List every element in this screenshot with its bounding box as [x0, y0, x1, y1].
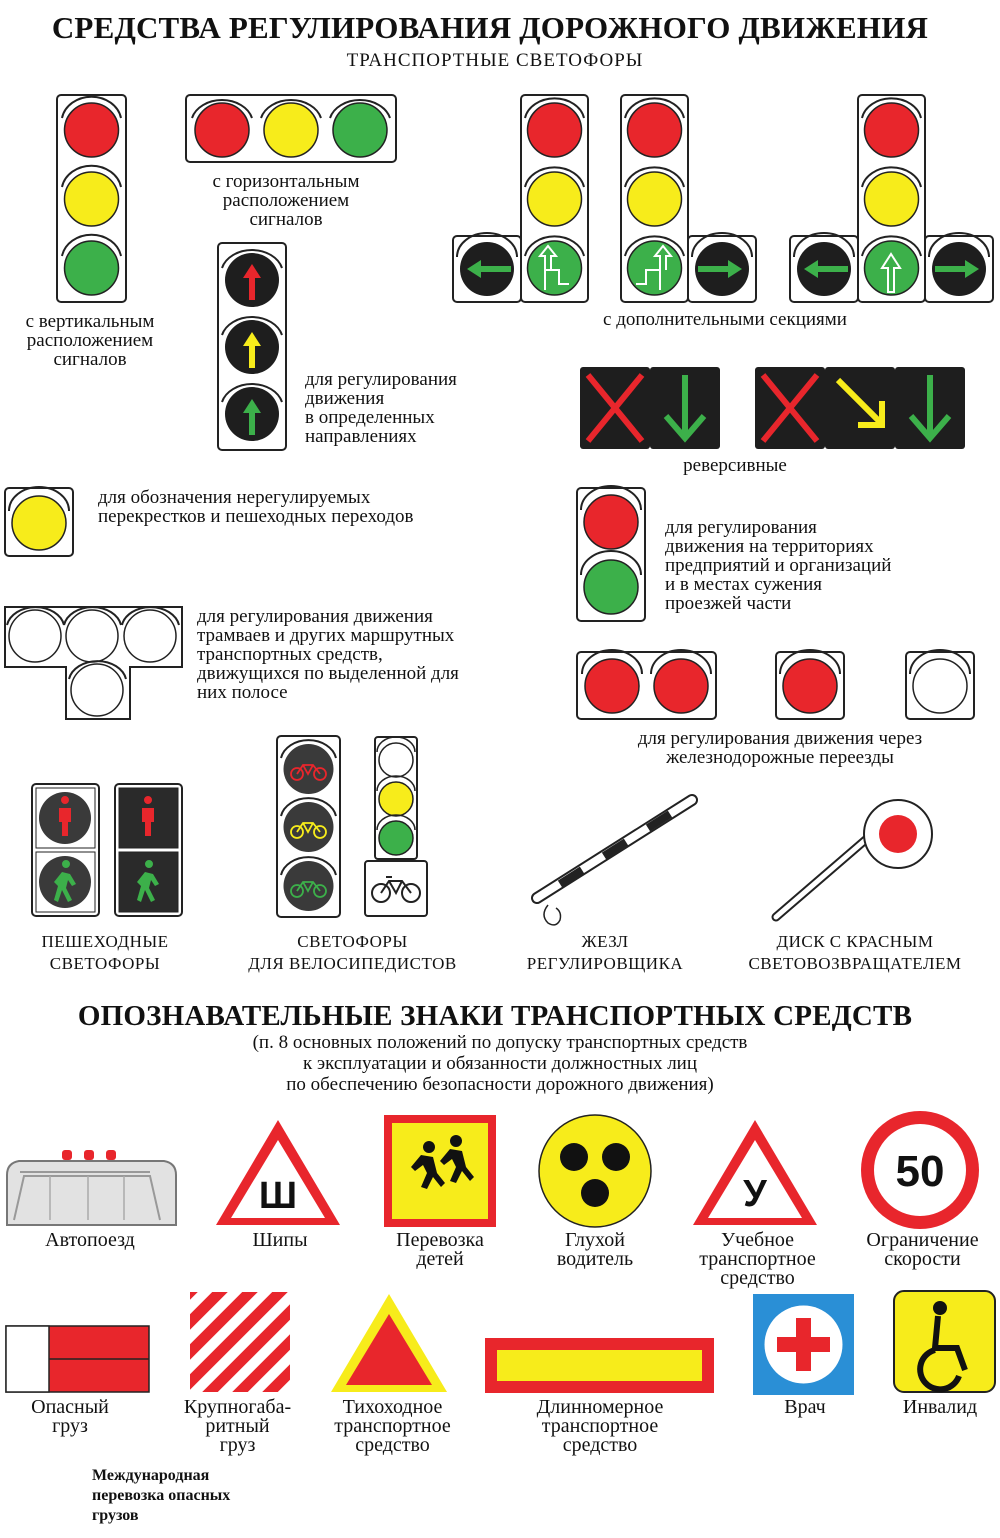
- traffic-light-additional-3: [790, 95, 993, 302]
- note-international: Международная перевозка опасных грузов: [92, 1467, 231, 1524]
- baton: [537, 800, 692, 925]
- truck-icon: [7, 1161, 176, 1225]
- studs-letter: Ш: [258, 1175, 298, 1217]
- learner-letter: У: [743, 1173, 767, 1215]
- sign-oversize: [170, 1272, 310, 1412]
- bicycle-light-small: [365, 737, 427, 916]
- sign-caption-speed: Ограничение скорости: [866, 1229, 979, 1270]
- section2-subtitle: (п. 8 основных положений по допуску транспортных средств к эксплуатации и обязанности должностных лиц по обеспечению безопасности дорожного движения): [252, 1032, 748, 1095]
- sign-speed-limit: [861, 1111, 979, 1229]
- sign-caption-doctor: Врач: [784, 1396, 826, 1418]
- caption-horizontal: с горизонтальным расположением сигналов: [212, 171, 360, 230]
- pedestrian-light-1: [32, 784, 99, 916]
- sign-dangerous-cargo: [6, 1326, 149, 1392]
- caption-enterprise: для регулирования движения на территориях предприятий и организаций и в местах сужения проезжей части: [665, 517, 892, 614]
- caption-reversible: реверсивные: [683, 455, 787, 476]
- sign-caption-dangerous: Опасный груз: [31, 1396, 109, 1437]
- caption-disc: ДИСК С КРАСНЫМ СВЕТОВОЗВРАЩАТЕЛЕМ: [748, 932, 962, 973]
- traffic-light-single-yellow: [5, 487, 73, 556]
- caption-directional: для регулирования движения в определенных направлениях: [305, 369, 457, 447]
- traffic-light-additional-1: [453, 95, 588, 302]
- caption-railway: для регулирования движения через железнодорожные переезды: [637, 728, 923, 768]
- page-subtitle: ТРАНСПОРТНЫЕ СВЕТОФОРЫ: [346, 50, 644, 71]
- traffic-light-horizontal: [186, 95, 396, 162]
- sign-caption-learner: Учебное транспортное средство: [699, 1229, 816, 1289]
- sign-studs: [216, 1120, 340, 1225]
- page-title: СРЕДСТВА РЕГУЛИРОВАНИЯ ДОРОЖНОГО ДВИЖЕНИЯ: [51, 10, 929, 45]
- sign-caption-slow: Тихоходное транспортное средство: [334, 1396, 451, 1456]
- sign-road-train: [7, 1150, 176, 1225]
- traffic-light-two-section: [577, 486, 645, 621]
- bicycle-light: [277, 736, 340, 917]
- caption-vertical: с вертикальным расположением сигналов: [25, 311, 155, 370]
- sign-long-vehicle: [485, 1338, 714, 1393]
- sign-caption-deaf: Глухой водитель: [556, 1229, 634, 1270]
- sign-slow-moving: [331, 1294, 447, 1392]
- section2-title: ОПОЗНАВАТЕЛЬНЫЕ ЗНАКИ ТРАНСПОРТНЫХ СРЕДСТВ: [77, 1000, 913, 1032]
- sign-caption-road-train: Автопоезд: [45, 1229, 135, 1251]
- sign-doctor: [753, 1294, 854, 1395]
- caption-bicycle: СВЕТОФОРЫ ДЛЯ ВЕЛОСИПЕДИСТОВ: [248, 932, 457, 973]
- traffic-light-directional: [218, 243, 286, 450]
- caption-unregulated: для обозначения нерегулируемых перекрестков и пешеходных переходов: [98, 487, 414, 527]
- sign-learner: [693, 1120, 817, 1225]
- traffic-light-tram: [5, 607, 182, 719]
- sign-caption-oversize: Крупногаба- ритный груз: [183, 1396, 292, 1456]
- pedestrian-light-2: [115, 784, 182, 916]
- caption-tram: для регулирования движения трамваев и других маршрутных транспортных средств, движущихся по выделенной для них полосе: [197, 606, 459, 703]
- sign-children: [384, 1115, 496, 1227]
- signal-disc: [776, 800, 932, 917]
- caption-additional: с дополнительными секциями: [603, 309, 847, 330]
- sign-disabled: [894, 1291, 995, 1392]
- sign-caption-disabled: Инвалид: [902, 1396, 978, 1418]
- traffic-light-reversible: [580, 367, 965, 449]
- sign-caption-children: Перевозка детей: [396, 1229, 484, 1270]
- sign-caption-long: Длинномерное транспортное средство: [536, 1396, 664, 1456]
- traffic-light-vertical: [57, 95, 126, 302]
- speed-value: 50: [895, 1147, 945, 1196]
- caption-pedestrian: ПЕШЕХОДНЫЕ СВЕТОФОРЫ: [41, 932, 169, 973]
- sign-deaf: [539, 1115, 651, 1227]
- traffic-light-additional-2: [621, 95, 756, 302]
- traffic-light-railway: [577, 650, 974, 719]
- caption-baton: ЖЕЗЛ РЕГУЛИРОВЩИКА: [526, 932, 684, 973]
- sign-caption-studs: Шипы: [252, 1229, 308, 1251]
